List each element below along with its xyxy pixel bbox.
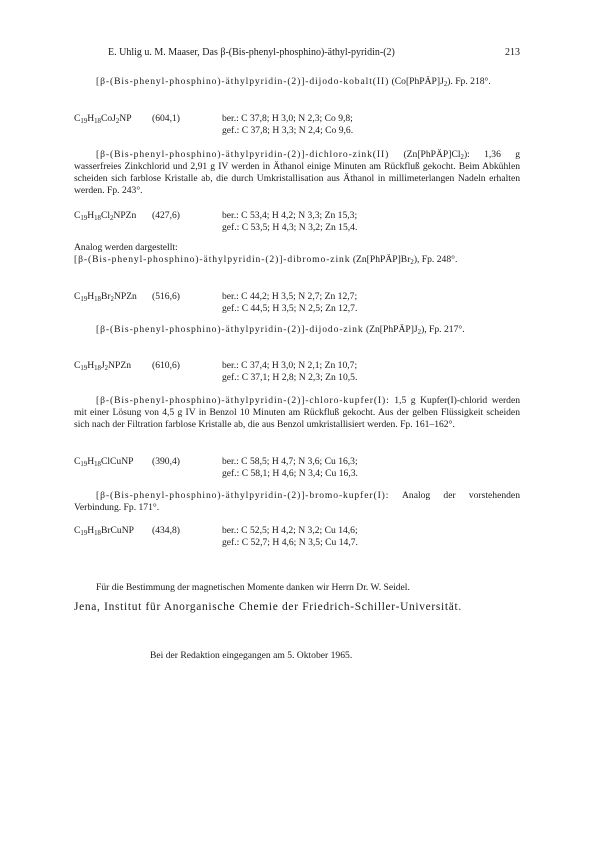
analysis-zinc-dibromide: [74, 291, 520, 317]
entry-cobalt-diiodide: [74, 76, 520, 88]
compound-description: Analog der vorstehenden Verbindung. Fp. 171°.: [74, 490, 520, 514]
molar-mass: (427,6): [152, 210, 180, 221]
analysis-cobalt-diiodide: [74, 113, 520, 139]
molecular-formula: $C_{19}H_{18}J_2NPZn$: [74, 360, 131, 372]
running-head: E. Uhlig u. M. Maaser, Das β-(Bis-phenyl-phosphino)-äthyl-pyridin-(2): [108, 47, 395, 58]
compound-heading: [β-(Bis-phenyl-phosphino)-äthylpyridin-(2)]-dijodo-kobalt(II): [96, 76, 390, 87]
analog-intro: Analog werden dargestellt:: [74, 242, 178, 253]
compound-description: $(Zn[PhPÄP]J_2)$, Fp. 217°.: [365, 324, 465, 336]
molar-mass: (516,6): [152, 291, 180, 302]
analysis-zinc-diiodide: [74, 360, 520, 386]
analysis-copper-bromide: [74, 525, 520, 551]
institute-affiliation: Jena, Institut für Anorganische Chemie der Friedrich-Schiller-Universität.: [74, 601, 462, 613]
calculated-values: ber.: C 37,8; H 3,0; N 2,3; Co 9,8;: [222, 113, 353, 124]
calculated-values: ber.: C 58,5; H 4,7; N 3,6; Cu 16,3;: [222, 456, 358, 467]
molar-mass: (434,8): [152, 525, 180, 536]
molecular-formula: $C_{19}H_{18}CoJ_2NP$: [74, 113, 132, 125]
compound-description: $(Co[PhPÄP]J_2)$. Fp. 218°.: [391, 76, 491, 88]
found-values: gef.: C 44,5; H 3,5; N 2,5; Zn 12,7.: [222, 303, 358, 314]
compound-heading: [β-(Bis-phenyl-phosphino)-äthylpyridin-(2)]-dibromo-zink: [74, 254, 351, 266]
found-values: gef.: C 53,5; H 4,3; N 3,2; Zn 15,4.: [222, 222, 358, 233]
calculated-values: ber.: C 53,4; H 4,2; N 3,3; Zn 15,3;: [222, 210, 358, 221]
compound-heading: [β-(Bis-phenyl-phosphino)-äthylpyridin-(2)]-chloro-kupfer(I):: [96, 395, 390, 406]
molar-mass: (390,4): [152, 456, 180, 467]
calculated-values: ber.: C 52,5; H 4,2; N 3,2; Cu 14,6;: [222, 525, 358, 536]
received-date: Bei der Redaktion eingegangen am 5. Oktober 1965.: [150, 649, 353, 661]
entry-copper-chloride: [74, 395, 520, 431]
compound-description: $(Zn[PhPÄP]Cl_2)$: 1,36 g wasserfreies Zinkchlorid und 2,91 g IV werden in Äthanol einige Minuten am Rückfluß gekocht. Beim Abkühlen scheiden sich farblose Kristalle ab, die durch Umkristallisation aus Äthanol in millimeterlangen Nadeln erhalten werden. Fp. 243°.: [74, 149, 520, 197]
molecular-formula: $C_{19}H_{18}Cl_2NPZn$: [74, 210, 137, 222]
analysis-copper-chloride: [74, 456, 520, 482]
compound-heading: [β-(Bis-phenyl-phosphino)-äthylpyridin-(2)]-dijodo-zink: [96, 324, 364, 335]
analysis-zinc-dichloride: [74, 210, 520, 236]
molecular-formula: $C_{19}H_{18}ClCuNP$: [74, 456, 134, 468]
compound-heading: [β-(Bis-phenyl-phosphino)-äthylpyridin-(2)]-dichloro-zink(II): [96, 149, 390, 160]
found-values: gef.: C 58,1; H 4,6; N 3,4; Cu 16,3.: [222, 468, 358, 479]
found-values: gef.: C 37,8; H 3,3; N 2,4; Co 9,6.: [222, 125, 354, 136]
compound-heading: [β-(Bis-phenyl-phosphino)-äthylpyridin-(2)]-bromo-kupfer(I):: [96, 490, 390, 501]
found-values: gef.: C 52,7; H 4,6; N 3,5; Cu 14,7.: [222, 537, 358, 548]
entry-zinc-dibromide: [74, 242, 520, 266]
molecular-formula: $C_{19}H_{18}BrCuNP$: [74, 525, 134, 537]
page-number: 213: [505, 47, 520, 58]
entry-copper-bromide: [74, 490, 520, 514]
found-values: gef.: C 37,1; H 2,8; N 2,3; Zn 10,5.: [222, 372, 358, 383]
molecular-formula: $C_{19}H_{18}Br_2NPZn$: [74, 291, 137, 303]
entry-zinc-dichloride: [74, 149, 520, 197]
molar-mass: (604,1): [152, 113, 180, 124]
entry-zinc-diiodide: [74, 324, 520, 336]
molar-mass: (610,6): [152, 360, 180, 371]
calculated-values: ber.: C 37,4; H 3,0; N 2,1; Zn 10,7;: [222, 360, 358, 371]
acknowledgement: Für die Bestimmung der magnetischen Momente danken wir Herrn Dr. W. Seidel.: [96, 581, 410, 593]
compound-description: $(Zn[PhPÄP]Br_2)$, Fp. 248°.: [352, 254, 458, 267]
calculated-values: ber.: C 44,2; H 3,5; N 2,7; Zn 12,7;: [222, 291, 358, 302]
compound-description: 1,5 g Kupfer(I)-chlorid werden mit einer Lösung von 4,5 g IV in Benzol 10 Minuten am Rückfluß gekocht. Aus der gelben Flüssigkeit scheiden sich nach der Filtration farblose Kristalle ab, die aus Benzol umkristallisiert werden. Fp. 161–162°.: [74, 395, 521, 431]
